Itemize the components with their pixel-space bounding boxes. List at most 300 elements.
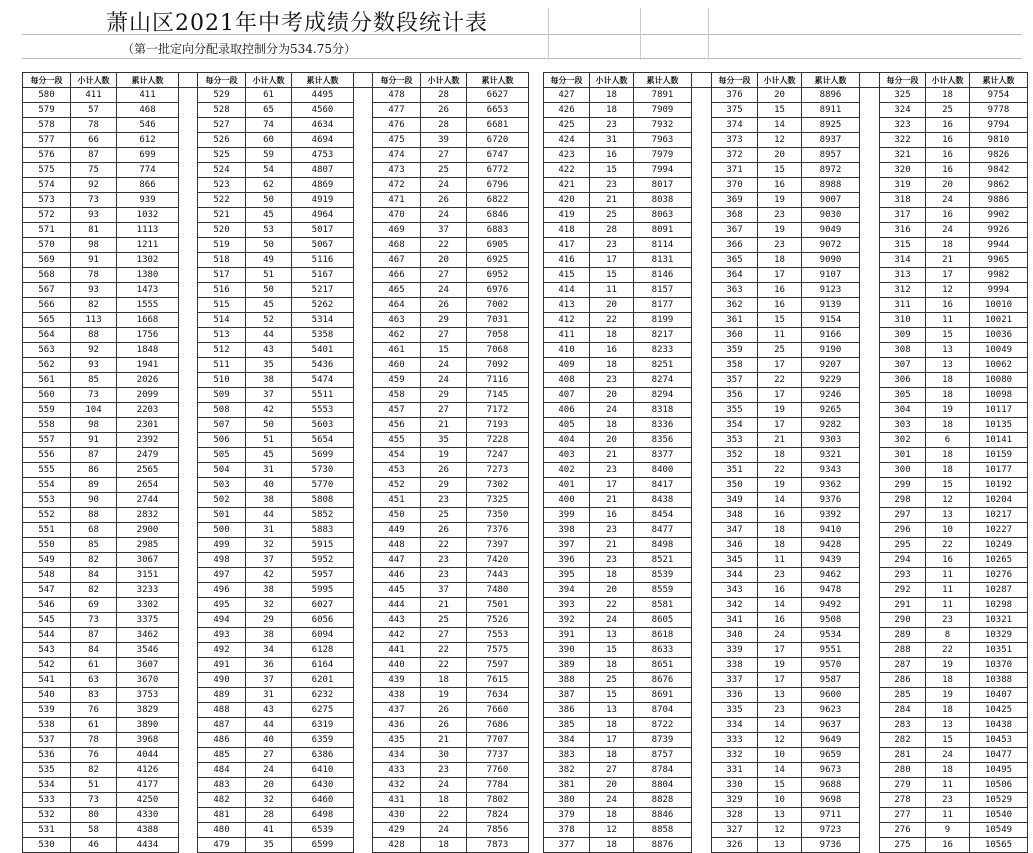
score-cell: 466 bbox=[373, 268, 421, 283]
column-spacer bbox=[354, 583, 373, 598]
count-cell: 27 bbox=[421, 268, 467, 283]
count-cell: 27 bbox=[421, 628, 467, 643]
score-cell: 525 bbox=[198, 148, 246, 163]
table-row bbox=[23, 208, 529, 223]
cumulative-cell: 10141 bbox=[970, 433, 1028, 448]
score-cell: 489 bbox=[198, 688, 246, 703]
score-cell: 292 bbox=[880, 583, 926, 598]
column-spacer bbox=[860, 628, 880, 643]
score-cell: 327 bbox=[712, 823, 758, 838]
cumulative-cell: 3233 bbox=[117, 583, 179, 598]
column-spacer bbox=[692, 613, 712, 628]
cumulative-cell: 10287 bbox=[970, 583, 1028, 598]
cumulative-cell: 7802 bbox=[467, 793, 529, 808]
count-cell: 24 bbox=[421, 358, 467, 373]
cumulative-cell: 5167 bbox=[292, 268, 354, 283]
column-spacer bbox=[179, 703, 198, 718]
count-cell: 27 bbox=[421, 403, 467, 418]
cumulative-cell: 5474 bbox=[292, 373, 354, 388]
column-spacer bbox=[692, 328, 712, 343]
cumulative-cell: 8199 bbox=[634, 313, 692, 328]
cumulative-cell: 5730 bbox=[292, 463, 354, 478]
cumulative-cell: 5883 bbox=[292, 523, 354, 538]
count-cell: 25 bbox=[758, 343, 802, 358]
count-cell: 16 bbox=[926, 838, 970, 853]
column-spacer bbox=[179, 283, 198, 298]
count-cell: 60 bbox=[246, 133, 292, 148]
cumulative-cell: 6720 bbox=[467, 133, 529, 148]
cumulative-cell: 9428 bbox=[802, 538, 860, 553]
cumulative-cell: 3302 bbox=[117, 598, 179, 613]
count-cell: 20 bbox=[246, 778, 292, 793]
count-cell: 17 bbox=[758, 418, 802, 433]
score-cell: 428 bbox=[373, 838, 421, 853]
table-row bbox=[23, 283, 529, 298]
cumulative-cell: 2900 bbox=[117, 523, 179, 538]
column-spacer bbox=[692, 358, 712, 373]
cumulative-cell: 2026 bbox=[117, 373, 179, 388]
cumulative-cell: 4694 bbox=[292, 133, 354, 148]
count-cell: 87 bbox=[71, 628, 117, 643]
column-spacer bbox=[354, 613, 373, 628]
count-cell: 61 bbox=[71, 658, 117, 673]
score-cell: 362 bbox=[712, 298, 758, 313]
column-spacer bbox=[860, 358, 880, 373]
table-row bbox=[544, 613, 1028, 628]
score-cell: 407 bbox=[544, 388, 590, 403]
cumulative-cell: 8131 bbox=[634, 253, 692, 268]
column-spacer bbox=[860, 118, 880, 133]
column-spacer bbox=[179, 193, 198, 208]
score-cell: 305 bbox=[880, 388, 926, 403]
cumulative-cell: 10370 bbox=[970, 658, 1028, 673]
table-row bbox=[544, 718, 1028, 733]
score-cell: 345 bbox=[712, 553, 758, 568]
cumulative-cell: 7302 bbox=[467, 478, 529, 493]
score-cell: 473 bbox=[373, 163, 421, 178]
count-cell: 81 bbox=[71, 223, 117, 238]
column-spacer bbox=[692, 553, 712, 568]
cumulative-cell: 10565 bbox=[970, 838, 1028, 853]
count-cell: 53 bbox=[246, 223, 292, 238]
score-cell: 424 bbox=[544, 133, 590, 148]
count-cell: 18 bbox=[590, 328, 634, 343]
score-cell: 575 bbox=[23, 163, 71, 178]
column-spacer bbox=[860, 88, 880, 103]
column-spacer bbox=[179, 268, 198, 283]
sheet-gridline bbox=[22, 58, 1022, 59]
count-cell: 31 bbox=[246, 688, 292, 703]
score-cell: 503 bbox=[198, 478, 246, 493]
table-row bbox=[544, 643, 1028, 658]
cumulative-cell: 9492 bbox=[802, 598, 860, 613]
cumulative-cell: 8318 bbox=[634, 403, 692, 418]
column-spacer bbox=[354, 778, 373, 793]
count-cell: 14 bbox=[758, 598, 802, 613]
column-spacer bbox=[692, 673, 712, 688]
column-spacer bbox=[179, 88, 198, 103]
table-row bbox=[544, 688, 1028, 703]
count-cell: 20 bbox=[421, 253, 467, 268]
count-cell: 89 bbox=[71, 478, 117, 493]
count-cell: 11 bbox=[926, 778, 970, 793]
cumulative-cell: 7634 bbox=[467, 688, 529, 703]
cumulative-cell: 6747 bbox=[467, 148, 529, 163]
score-cell: 574 bbox=[23, 178, 71, 193]
cumulative-cell: 8017 bbox=[634, 178, 692, 193]
cumulative-cell: 9376 bbox=[802, 493, 860, 508]
cumulative-cell: 6430 bbox=[292, 778, 354, 793]
table-row bbox=[23, 493, 529, 508]
column-spacer bbox=[179, 463, 198, 478]
count-cell: 17 bbox=[758, 268, 802, 283]
table-row bbox=[544, 238, 1028, 253]
count-cell: 10 bbox=[926, 523, 970, 538]
column-spacer bbox=[354, 73, 373, 88]
column-spacer bbox=[692, 718, 712, 733]
count-cell: 15 bbox=[590, 163, 634, 178]
score-cell: 381 bbox=[544, 778, 590, 793]
score-cell: 290 bbox=[880, 613, 926, 628]
score-cell: 510 bbox=[198, 373, 246, 388]
score-cell: 414 bbox=[544, 283, 590, 298]
score-cell: 330 bbox=[712, 778, 758, 793]
score-cell: 498 bbox=[198, 553, 246, 568]
table-row bbox=[544, 703, 1028, 718]
count-cell: 25 bbox=[421, 508, 467, 523]
count-cell: 25 bbox=[590, 208, 634, 223]
count-cell: 18 bbox=[926, 388, 970, 403]
cumulative-cell: 9659 bbox=[802, 748, 860, 763]
score-cell: 559 bbox=[23, 403, 71, 418]
column-spacer bbox=[860, 103, 880, 118]
column-spacer bbox=[860, 178, 880, 193]
table-row bbox=[544, 253, 1028, 268]
cumulative-cell: 9810 bbox=[970, 133, 1028, 148]
score-cell: 348 bbox=[712, 508, 758, 523]
count-cell: 24 bbox=[421, 823, 467, 838]
cumulative-cell: 9508 bbox=[802, 613, 860, 628]
cumulative-cell: 10021 bbox=[970, 313, 1028, 328]
column-spacer bbox=[354, 763, 373, 778]
score-cell: 326 bbox=[712, 838, 758, 853]
score-cell: 413 bbox=[544, 298, 590, 313]
table-row bbox=[544, 133, 1028, 148]
score-cell: 507 bbox=[198, 418, 246, 433]
cumulative-cell: 8691 bbox=[634, 688, 692, 703]
cumulative-cell: 8957 bbox=[802, 148, 860, 163]
score-cell: 465 bbox=[373, 283, 421, 298]
column-spacer bbox=[860, 643, 880, 658]
count-cell: 26 bbox=[421, 703, 467, 718]
score-cell: 389 bbox=[544, 658, 590, 673]
cumulative-cell: 9154 bbox=[802, 313, 860, 328]
column-spacer bbox=[179, 748, 198, 763]
table-row bbox=[23, 388, 529, 403]
page-title: 萧山区2021年中考成绩分数段统计表 bbox=[106, 11, 488, 36]
score-cell: 284 bbox=[880, 703, 926, 718]
score-cell: 318 bbox=[880, 193, 926, 208]
count-cell: 45 bbox=[246, 448, 292, 463]
count-cell: 23 bbox=[590, 523, 634, 538]
score-cell: 438 bbox=[373, 688, 421, 703]
cumulative-cell: 7737 bbox=[467, 748, 529, 763]
count-cell: 37 bbox=[421, 583, 467, 598]
score-cell: 505 bbox=[198, 448, 246, 463]
table-row bbox=[544, 268, 1028, 283]
score-cell: 425 bbox=[544, 118, 590, 133]
count-cell: 24 bbox=[421, 778, 467, 793]
cumulative-cell: 9688 bbox=[802, 778, 860, 793]
score-table-left bbox=[22, 72, 529, 853]
count-cell: 18 bbox=[926, 463, 970, 478]
score-cell: 374 bbox=[712, 118, 758, 133]
score-cell: 404 bbox=[544, 433, 590, 448]
score-cell: 280 bbox=[880, 763, 926, 778]
count-cell: 23 bbox=[926, 613, 970, 628]
cumulative-cell: 9794 bbox=[970, 118, 1028, 133]
column-spacer bbox=[692, 388, 712, 403]
score-cell: 441 bbox=[373, 643, 421, 658]
score-cell: 491 bbox=[198, 658, 246, 673]
cumulative-cell: 7824 bbox=[467, 808, 529, 823]
column-spacer bbox=[692, 178, 712, 193]
score-cell: 516 bbox=[198, 283, 246, 298]
cumulative-cell: 7979 bbox=[634, 148, 692, 163]
cumulative-cell: 9886 bbox=[970, 193, 1028, 208]
count-cell: 23 bbox=[590, 238, 634, 253]
score-cell: 356 bbox=[712, 388, 758, 403]
count-cell: 18 bbox=[421, 793, 467, 808]
cumulative-cell: 6822 bbox=[467, 193, 529, 208]
score-cell: 471 bbox=[373, 193, 421, 208]
column-spacer bbox=[860, 133, 880, 148]
score-cell: 367 bbox=[712, 223, 758, 238]
score-cell: 565 bbox=[23, 313, 71, 328]
count-cell: 18 bbox=[590, 658, 634, 673]
score-cell: 324 bbox=[880, 103, 926, 118]
cumulative-cell: 7058 bbox=[467, 328, 529, 343]
count-cell: 98 bbox=[71, 238, 117, 253]
count-cell: 50 bbox=[246, 193, 292, 208]
column-spacer bbox=[354, 298, 373, 313]
column-spacer bbox=[692, 793, 712, 808]
cumulative-cell: 8498 bbox=[634, 538, 692, 553]
column-spacer bbox=[860, 703, 880, 718]
score-cell: 314 bbox=[880, 253, 926, 268]
column-spacer bbox=[692, 73, 712, 88]
count-cell: 14 bbox=[758, 118, 802, 133]
column-spacer bbox=[179, 763, 198, 778]
score-cell: 490 bbox=[198, 673, 246, 688]
column-spacer bbox=[179, 208, 198, 223]
column-spacer bbox=[179, 838, 198, 853]
count-cell: 18 bbox=[421, 673, 467, 688]
count-cell: 46 bbox=[71, 838, 117, 853]
score-cell: 452 bbox=[373, 478, 421, 493]
cumulative-cell: 6539 bbox=[292, 823, 354, 838]
count-cell: 26 bbox=[421, 523, 467, 538]
cumulative-cell: 10477 bbox=[970, 748, 1028, 763]
column-header: 小计人数 bbox=[758, 73, 802, 88]
score-cell: 420 bbox=[544, 193, 590, 208]
count-cell: 9 bbox=[926, 823, 970, 838]
score-cell: 467 bbox=[373, 253, 421, 268]
cumulative-cell: 10159 bbox=[970, 448, 1028, 463]
count-cell: 18 bbox=[926, 763, 970, 778]
score-cell: 325 bbox=[880, 88, 926, 103]
score-cell: 530 bbox=[23, 838, 71, 853]
score-cell: 580 bbox=[23, 88, 71, 103]
table-row bbox=[544, 448, 1028, 463]
score-cell: 378 bbox=[544, 823, 590, 838]
score-cell: 323 bbox=[880, 118, 926, 133]
count-cell: 14 bbox=[758, 763, 802, 778]
cumulative-cell: 10407 bbox=[970, 688, 1028, 703]
column-spacer bbox=[179, 793, 198, 808]
cumulative-cell: 1848 bbox=[117, 343, 179, 358]
score-cell: 558 bbox=[23, 418, 71, 433]
score-cell: 475 bbox=[373, 133, 421, 148]
count-cell: 35 bbox=[246, 358, 292, 373]
count-cell: 18 bbox=[926, 448, 970, 463]
count-cell: 25 bbox=[926, 103, 970, 118]
table-row bbox=[23, 118, 529, 133]
cumulative-cell: 8618 bbox=[634, 628, 692, 643]
cumulative-cell: 3968 bbox=[117, 733, 179, 748]
count-cell: 15 bbox=[926, 478, 970, 493]
cumulative-cell: 4126 bbox=[117, 763, 179, 778]
column-spacer bbox=[179, 388, 198, 403]
count-cell: 41 bbox=[246, 823, 292, 838]
column-spacer bbox=[354, 178, 373, 193]
count-cell: 18 bbox=[758, 253, 802, 268]
count-cell: 82 bbox=[71, 553, 117, 568]
score-cell: 395 bbox=[544, 568, 590, 583]
cumulative-cell: 7420 bbox=[467, 553, 529, 568]
column-spacer bbox=[354, 373, 373, 388]
cumulative-cell: 9030 bbox=[802, 208, 860, 223]
table-row bbox=[23, 478, 529, 493]
score-cell: 417 bbox=[544, 238, 590, 253]
cumulative-cell: 10098 bbox=[970, 388, 1028, 403]
score-cell: 281 bbox=[880, 748, 926, 763]
cumulative-cell: 5957 bbox=[292, 568, 354, 583]
count-cell: 38 bbox=[246, 583, 292, 598]
cumulative-cell: 9600 bbox=[802, 688, 860, 703]
table-row bbox=[23, 838, 529, 853]
score-cell: 282 bbox=[880, 733, 926, 748]
count-cell: 43 bbox=[246, 343, 292, 358]
cumulative-cell: 9207 bbox=[802, 358, 860, 373]
score-cell: 368 bbox=[712, 208, 758, 223]
score-cell: 346 bbox=[712, 538, 758, 553]
cumulative-cell: 9072 bbox=[802, 238, 860, 253]
cumulative-cell: 5017 bbox=[292, 223, 354, 238]
cumulative-cell: 7145 bbox=[467, 388, 529, 403]
cumulative-cell: 10192 bbox=[970, 478, 1028, 493]
score-cell: 313 bbox=[880, 268, 926, 283]
table-row bbox=[23, 583, 529, 598]
cumulative-cell: 9649 bbox=[802, 733, 860, 748]
column-spacer bbox=[179, 478, 198, 493]
score-cell: 494 bbox=[198, 613, 246, 628]
column-spacer bbox=[179, 673, 198, 688]
count-cell: 15 bbox=[926, 733, 970, 748]
column-spacer bbox=[354, 328, 373, 343]
score-cell: 419 bbox=[544, 208, 590, 223]
cumulative-cell: 10549 bbox=[970, 823, 1028, 838]
count-cell: 15 bbox=[590, 268, 634, 283]
count-cell: 92 bbox=[71, 178, 117, 193]
sheet-gridline bbox=[708, 8, 709, 60]
score-cell: 543 bbox=[23, 643, 71, 658]
count-cell: 11 bbox=[926, 568, 970, 583]
score-cell: 569 bbox=[23, 253, 71, 268]
column-spacer bbox=[179, 808, 198, 823]
score-cell: 279 bbox=[880, 778, 926, 793]
column-spacer bbox=[179, 448, 198, 463]
score-cell: 349 bbox=[712, 493, 758, 508]
score-cell: 437 bbox=[373, 703, 421, 718]
count-cell: 18 bbox=[758, 538, 802, 553]
count-cell: 23 bbox=[421, 568, 467, 583]
count-cell: 18 bbox=[590, 808, 634, 823]
cumulative-cell: 4964 bbox=[292, 208, 354, 223]
cumulative-cell: 5808 bbox=[292, 493, 354, 508]
table-row bbox=[23, 148, 529, 163]
table-row bbox=[23, 598, 529, 613]
count-cell: 26 bbox=[421, 193, 467, 208]
column-spacer bbox=[860, 463, 880, 478]
cumulative-cell: 9862 bbox=[970, 178, 1028, 193]
cumulative-cell: 5699 bbox=[292, 448, 354, 463]
count-cell: 52 bbox=[246, 313, 292, 328]
table-row bbox=[544, 148, 1028, 163]
score-cell: 470 bbox=[373, 208, 421, 223]
column-spacer bbox=[692, 148, 712, 163]
score-cell: 311 bbox=[880, 298, 926, 313]
score-cell: 515 bbox=[198, 298, 246, 313]
score-cell: 380 bbox=[544, 793, 590, 808]
score-cell: 382 bbox=[544, 763, 590, 778]
score-cell: 375 bbox=[712, 103, 758, 118]
cumulative-cell: 9778 bbox=[970, 103, 1028, 118]
count-cell: 75 bbox=[71, 163, 117, 178]
count-cell: 20 bbox=[590, 298, 634, 313]
count-cell: 22 bbox=[926, 643, 970, 658]
score-cell: 435 bbox=[373, 733, 421, 748]
count-cell: 28 bbox=[421, 88, 467, 103]
table-row bbox=[544, 463, 1028, 478]
score-cell: 578 bbox=[23, 118, 71, 133]
count-cell: 18 bbox=[926, 418, 970, 433]
score-cell: 472 bbox=[373, 178, 421, 193]
column-spacer bbox=[179, 598, 198, 613]
cumulative-cell: 4919 bbox=[292, 193, 354, 208]
score-cell: 453 bbox=[373, 463, 421, 478]
cumulative-cell: 2203 bbox=[117, 403, 179, 418]
count-cell: 18 bbox=[590, 838, 634, 853]
cumulative-cell: 8294 bbox=[634, 388, 692, 403]
column-header: 每分一段 bbox=[712, 73, 758, 88]
cumulative-cell: 7031 bbox=[467, 313, 529, 328]
column-spacer bbox=[860, 748, 880, 763]
count-cell: 25 bbox=[421, 163, 467, 178]
score-cell: 496 bbox=[198, 583, 246, 598]
table-row bbox=[544, 208, 1028, 223]
count-cell: 16 bbox=[926, 208, 970, 223]
